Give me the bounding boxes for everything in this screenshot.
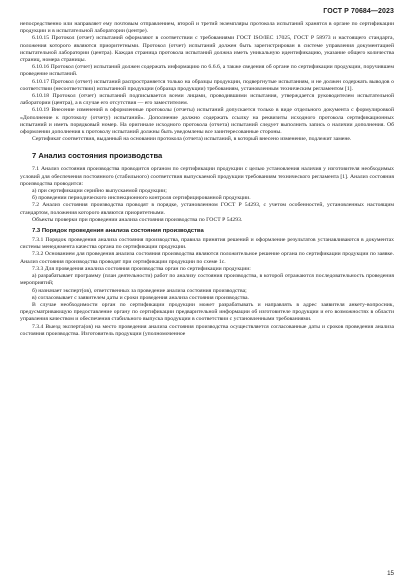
paragraph: 6.10.16 Протокол (отчет) испытаний должен содержать информацию по 6.6.6, а также сведения об органе по сертификации продукции, поручившем проведение испытаний. — [20, 64, 394, 78]
paragraph: непосредственно или направляет ему почтовым отправлением, второй и третий экземпляры протокола испытаний хранятся в органе по сертификации продукции и в испытательной лаборатории (центре). — [20, 21, 394, 35]
list-item: в) согласовывает с заявителем даты и сроки проведения анализа состояния производства. — [32, 294, 249, 301]
paragraph: Сертификат соответствия, выданный на основании протокола (отчета) испытаний, в который внесено изменение, подлежит замене. — [32, 136, 352, 143]
paragraph: 6.10.18 Протокол (отчет) испытаний подписывается всеми лицами, проводившими испытания, утверждается руководителем испытательной лаборатории (центра), а в случае его отсутствия — его заместителем. — [20, 93, 394, 107]
paragraph: 6.10.15 Протокол (отчет) испытаний оформляют в соответствии с требованиями ГОСТ ISO/IEC 17025, ГОСТ Р 58973 и настоящего стандарта, положения которого являются приоритетными. Протокол (отчет) испытаний должен быть зарегистрирован в системе управления документацией испытательной лаборатории (центра). Каждая страница протокола испытаний должна иметь уникальную идентификацию, указание общего количества страниц, номера страницы. — [20, 35, 394, 64]
paragraph: 7.3.3 Для проведения анализа состояния производства орган по сертификации продукции: — [32, 265, 251, 272]
list-item: а) разрабатывает программу (план деятельности) работ по анализу состояния производства, в которой отражаются последовательность проведения мероприятий; — [20, 273, 394, 287]
paragraph: 7.2 Анализ состояния производства проводят в порядке, установленном ГОСТ Р 54293, с учетом особенностей, установленных настоящим стандартом, положения которого являются приоритетными. — [20, 202, 394, 216]
paragraph: 6.10.19 Внесение изменений в оформленные протоколы (отчеты) испытаний допускается только в виде отдельного документа с формулировкой «Дополнение к протоколу (отчету) испытаний». Дополнение должно содержать ссылку на реквизиты исходного протокола сертификационных испытаний и иметь порядковый номер. На оригинале исходного протокола (отчета) испытаний следует выполнить запись о наличии дополнения. Об оформлении дополнения к протоколу испытаний должны быть уведомлены все заинтересованные стороны. — [20, 107, 394, 136]
list-item: б) назначает эксперт(ов), ответственных за проведение анализа состояния производства; — [32, 287, 247, 294]
document-id: ГОСТ Р 70684—2023 — [323, 8, 394, 15]
paragraph: Объекты проверки при проведении анализа состояния производства по ГОСТ Р 54293. — [32, 216, 243, 223]
paragraph: 6.10.17 Протокол (отчет) испытаний распространяется только на образцы продукции, подвергнутые испытаниям, и не должен содержать выводов о соответствии (несоответствии) испытанной продукции (образца продукции) требованиям, установленным техническим регламентом [1]. — [20, 78, 394, 92]
page-header — [20, 8, 394, 15]
section-heading: 7 Анализ состояния производства — [32, 151, 163, 161]
paragraph: 7.3.4 Выезд эксперта(ов) на место проведения анализа состояния производства осуществляется согласованные даты и сроков проведения анализа состояния производства. Изготовитель продукции (уполномоченное — [20, 323, 394, 337]
list-item: а) при сертификации серийно выпускаемой продукции; — [32, 188, 167, 195]
page-number: 15 — [387, 570, 394, 577]
paragraph: В случае необходимости орган по сертификации продукции может разрабатывать и направлять в адрес заявителя анкету-вопросник, предусматривающую предоставление органу по сертификации предварительной информации об изготовителе продукции и его возможностях в области управления качеством и обеспечения стабильного выпуска продукции в соответствии с установленными требованиями. — [20, 301, 394, 323]
paragraph: 7.3.1 Порядок проведения анализа состояния производства, правила принятия решений и оформление результатов устанавливаются в документах системы менеджмента качества органа по сертификации продукции. — [20, 237, 394, 251]
subsection-heading: 7.3 Порядок проведения анализа состояния производства — [32, 228, 204, 235]
list-item: б) проведении периодического инспекционного контроля сертифицированной продукции. — [32, 195, 251, 202]
paragraph: 7.1 Анализ состояния производства проводится органом по сертификации продукции с целью установления наличия у изготовителя необходимых условий для обеспечения постоянного (стабильного) соответствия выпускаемой продукции требованиям технического регламента [1]. Анализ состояния производства проводится: — [20, 166, 394, 187]
paragraph: 7.3.2 Основанием для проведения анализа состояния производства являются положительное решение органа по сертификации продукции по заявке. Анализ состояния производства проводят при сертификации продукции по схеме 1с. — [20, 251, 394, 265]
